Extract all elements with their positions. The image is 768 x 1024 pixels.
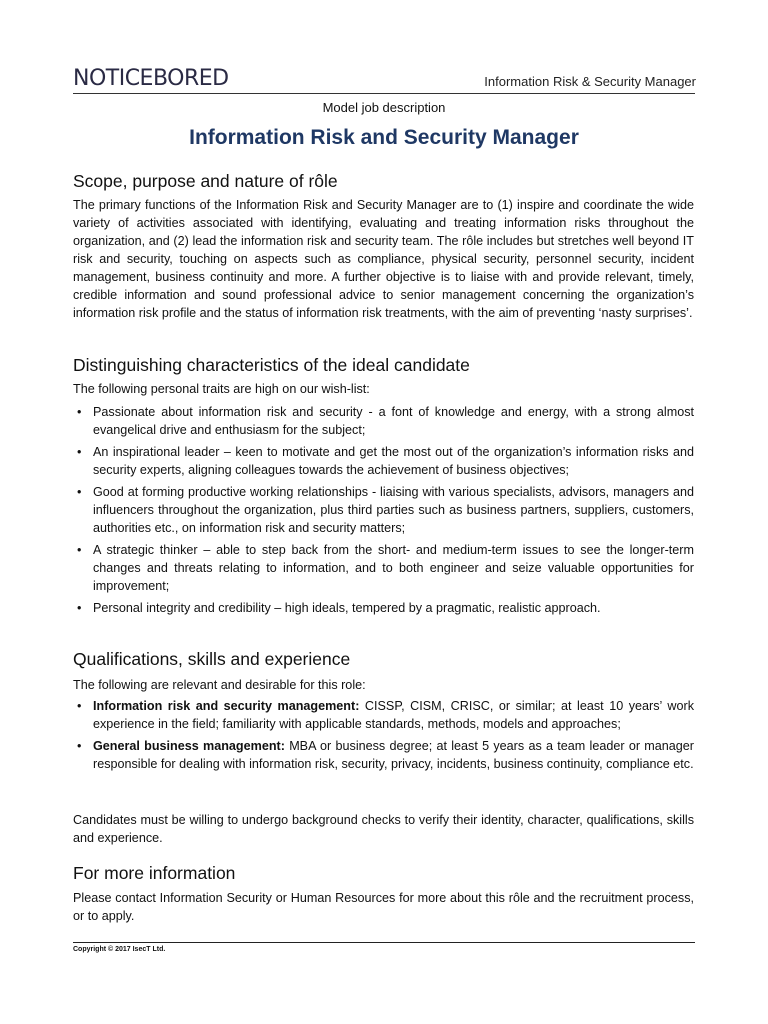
header-divider — [73, 93, 695, 94]
list-item — [93, 697, 694, 733]
list-item: • A strategic thinker – able to step back from the short- and medium-term issues to see the longer-term changes and threats relating to information, and to both engineer and seize valuable opportunities for improvement; — [93, 541, 694, 595]
characteristics-list — [73, 403, 694, 621]
list-item: • Good at forming productive working relationships - liaising with various specialists, advisors, managers and influencers throughout the organization, plus third parties such as business partners, suppliers, customers, authorities etc., on information risk and security matters; — [93, 483, 694, 537]
copyright: Copyright © 2017 IsecT Ltd. — [73, 946, 166, 953]
list-item-label: Information risk and security management: — [93, 699, 360, 713]
list-item-label: General business management: — [93, 739, 285, 753]
footer-divider — [73, 942, 695, 943]
header-doc-title: Information Risk & Security Manager — [484, 74, 696, 89]
section-heading-more-info: For more information — [73, 863, 236, 883]
qualifications-outro: Candidates must be willing to undergo background checks to verify their identity, character, qualifications, skills and experience. — [73, 813, 694, 845]
document-title: Information Risk and Security Manager — [189, 126, 579, 149]
list-item-text: CISSP, CISM, CRISC, or similar; at least 10 years’ work experience in the field; familiarity with applicable standards, methods, models and approaches; — [93, 699, 694, 731]
section-heading-characteristics: Distinguishing characteristics of the ideal candidate — [73, 355, 470, 375]
qualifications-intro: The following are relevant and desirable for this role: — [73, 678, 366, 692]
list-item: • An inspirational leader – keen to motivate and get the most out of the organization’s information risks and security experts, aligning colleagues towards the achievement of business objectives; — [93, 443, 694, 479]
list-item-text: MBA or business degree; at least 5 years as a team leader or manager responsible for dealing with information risk, security, privacy, incidents, business continuity, compliance etc. — [93, 739, 694, 771]
more-info-paragraph: Please contact Information Security or Human Resources for more about this rôle and the recruitment process, or to apply. — [73, 891, 694, 923]
list-item: • Passionate about information risk and security - a font of knowledge and energy, with a strong almost evangelical drive and enthusiasm for the subject; — [93, 403, 694, 439]
characteristics-intro: The following personal traits are high on our wish-list: — [73, 382, 370, 396]
noticebored-logo: NOTICEBORED — [73, 66, 229, 91]
document-subtitle: Model job description — [322, 100, 446, 115]
section-heading-scope: Scope, purpose and nature of rôle — [73, 171, 338, 191]
section-heading-qualifications: Qualifications, skills and experience — [73, 649, 351, 669]
scope-paragraph: The primary functions of the Information Risk and Security Manager are to (1) inspire and coordinate the wide variety of activities associated with identifying, evaluating and treating information risks throughout the organization, and (2) lead the information risk and security team. The rôle includes but stretches well beyond IT risk and security, touching on aspects such as compliance, physical security, personnel security, incident management, business continuity and more. A further objective is to liaise with and provide relevant, timely, credible information and sound professional advice to senior management concerning the organization’s information risk profile and the status of information risk treatments, with the aim of preventing ‘nasty surprises’. — [73, 198, 694, 320]
list-item: • Personal integrity and credibility – high ideals, tempered by a pragmatic, realistic approach. — [93, 599, 694, 617]
list-item — [93, 737, 694, 773]
qualifications-list — [73, 697, 694, 777]
